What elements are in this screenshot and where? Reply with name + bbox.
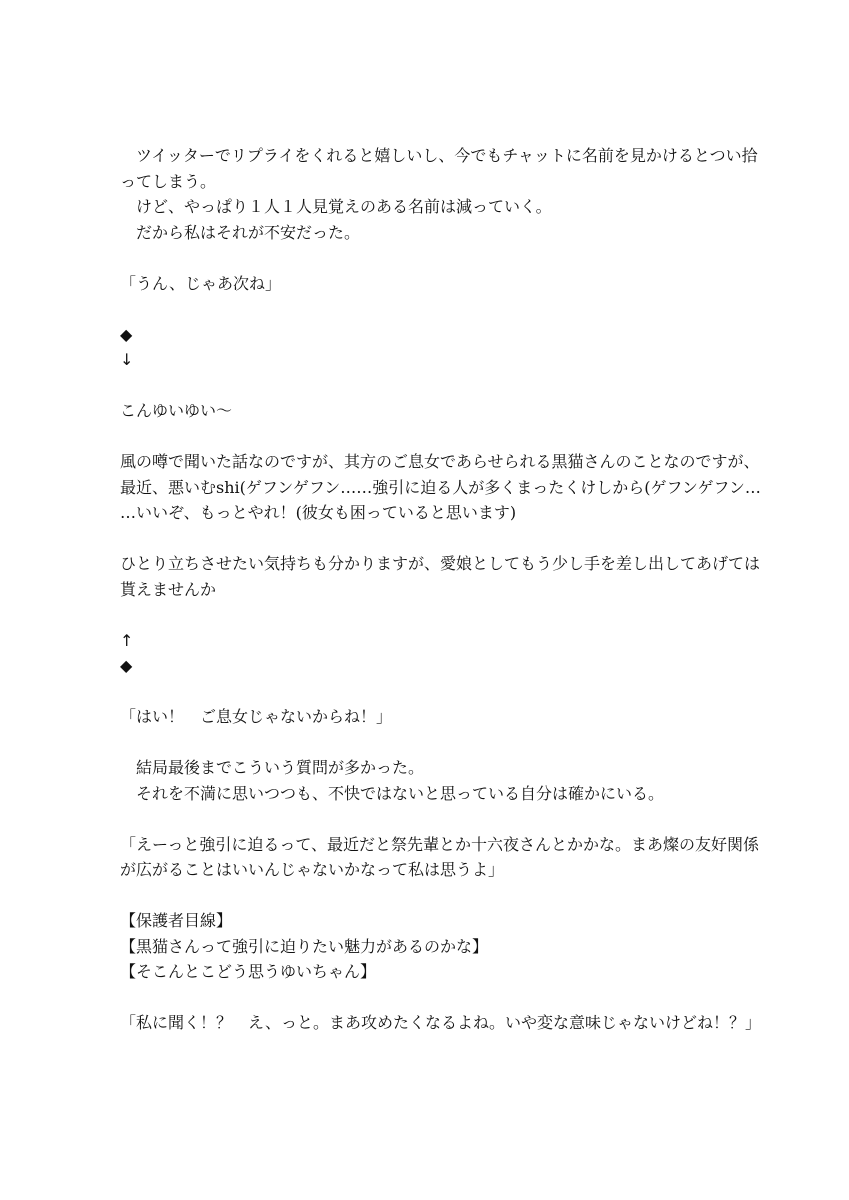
blank-line [120, 883, 730, 909]
letter-line: …いいぞ、もっとやれ！(彼女も困っていると思います) [120, 503, 517, 522]
document-body [120, 143, 761, 1036]
narration-line: それを不満に思いつつも、不快ではないと思っている自分は確かにいる。 [120, 783, 665, 803]
narration-line: ってしまう。 [120, 171, 217, 191]
narration-line: ツイッターでリプライをくれると嬉しいし、今でもチャットに名前を見かけるとつい拾 [120, 146, 758, 165]
chat-comment: 【黒猫さんって強引に迫りたい魅力があるのかな】 [120, 936, 489, 956]
letter-line: 風の噂で聞いた話なのですが、其方のご息女であらせられる黒猫さんのことなのですが、 [120, 452, 760, 471]
dialogue-line: 「えーっと強引に迫るって、最近だと祭先輩とか十六夜さんとかかな。まあ燦の友好関係 [120, 834, 760, 854]
letter-line: ひとり立ちさせたい気持ちも分かりますが、愛娘としてもう少し手を差し出してあげては [120, 554, 761, 573]
letter-greeting: こんゆいゆい〜 [120, 401, 233, 420]
letter-line: 最近、悪いむshi(ゲフンゲフン……強引に迫る人が多くまったくけしから(ゲフンゲフン… [120, 477, 761, 497]
down-arrow-marker: ↓ [120, 350, 134, 369]
letter-line: 貰えませんか [120, 579, 217, 599]
blank-line [120, 806, 730, 832]
diamond-marker: ◆ [120, 656, 133, 675]
blank-line [120, 602, 730, 628]
blank-line [120, 985, 730, 1011]
narration-line: 結局最後までこういう質問が多かった。 [120, 758, 425, 777]
blank-line [120, 526, 730, 552]
dialogue-line: 「うん、じゃあ次ね」 [120, 273, 281, 293]
diamond-marker: ◆ [120, 324, 133, 344]
narration-line: だから私はそれが不安だった。 [120, 222, 361, 242]
dialogue-line: 「私に聞く！？ え、っと。まあ攻めたくなるよね。いや変な意味じゃないけどね！？」 [120, 1013, 761, 1032]
dialogue-line: 「はい！ ご息女じゃないからね！」 [120, 707, 393, 726]
blank-line [120, 424, 730, 450]
blank-line [120, 245, 730, 271]
blank-line [120, 730, 730, 756]
up-arrow-marker: ↑ [120, 630, 134, 650]
blank-line [120, 373, 730, 399]
narration-line: けど、やっぱり１人１人見覚えのある名前は減っていく。 [120, 197, 552, 216]
blank-line [120, 679, 730, 705]
chat-comment: 【そこんとこどう思うゆいちゃん】 [120, 962, 377, 981]
blank-line [120, 296, 730, 322]
chat-comment: 【保護者目線】 [120, 911, 233, 930]
dialogue-line: が広がることはいいんじゃないかなって私は思うよ」 [120, 860, 505, 879]
